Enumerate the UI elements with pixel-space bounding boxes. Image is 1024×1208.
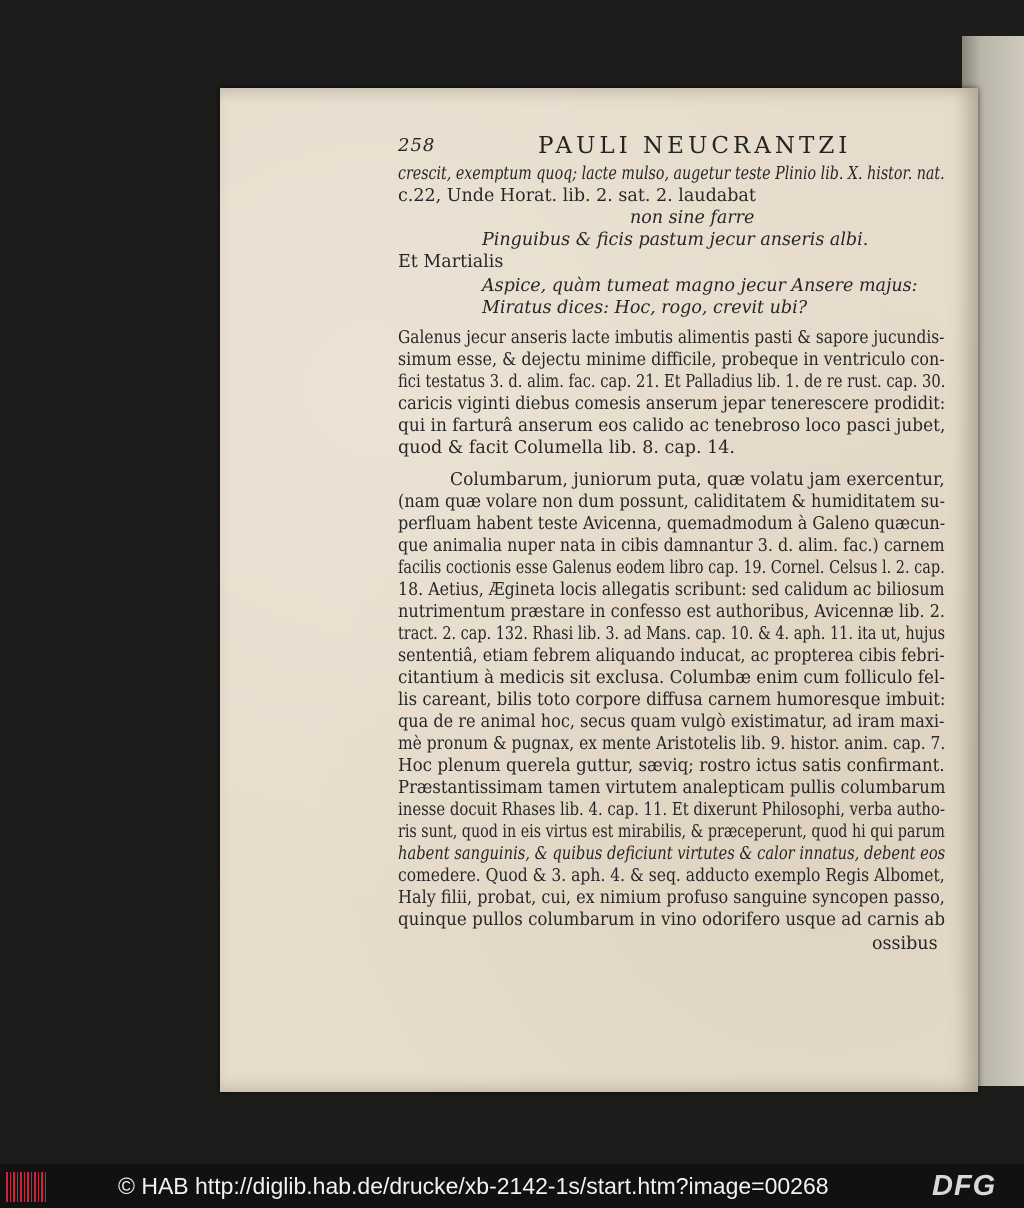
viewer-footer [0,1164,1024,1208]
text-line: Haly filii, probat, cui, ex nimium profuso sanguine syncopen passo, [398,888,945,908]
text-line: Hoc plenum querela guttur, sæviq; rostro ictus satis confirmant. [398,756,945,776]
text-line: qua de re animal hoc, secus quam vulgò existimatur, ad iram maxi- [398,712,945,732]
text-line: nutrimentum præstare in confesso est authoribus, Avicennæ lib. 2. [398,602,946,622]
text-line: (nam quæ volare non dum possunt, caliditatem & humiditatem su- [398,492,945,512]
hab-barcode-icon [6,1172,46,1202]
text-line: mè pronum & pugnax, ex mente Aristotelis lib. 9. histor. anim. cap. 7. [398,734,946,754]
page-header [398,133,918,163]
verse-line: Pinguibus & ficis pastum jecur anseris albi. [482,230,869,250]
text-line: ris sunt, quod in eis virtus est mirabilis, & præceperunt, quod hi qui parum [398,822,945,842]
verse-line: non sine farre [630,208,755,228]
text-line: quinque pullos columbarum in vino odorifero usque ad carnis ab [398,910,946,930]
text-line: habent sanguinis, & quibus deficiunt virtutes & calor innatus, debent eos [398,844,946,864]
verse-line: Aspice, quàm tumeat magno jecur Ansere majus: [482,276,918,296]
text-line: tract. 2. cap. 132. Rhasi lib. 3. ad Mans. cap. 10. & 4. aph. 11. ita ut, hujus [398,624,946,644]
catchword: ossibus [872,934,938,954]
text-line: citantium à medicis sit exclusa. Columbæ enim cum folliculo fel- [398,668,945,688]
text-line: simum esse, & dejectu minime difficile, probeque in ventriculo con- [398,350,945,370]
text-line: caricis viginti diebus comesis anserum jepar tenerescere prodidit: [398,394,946,414]
text-line: inesse docuit Rhases lib. 4. cap. 11. Et dixerunt Philosophi, verba autho- [398,800,945,820]
text-line: perfluam habent teste Avicenna, quemadmodum à Galeno quæcun- [398,514,946,534]
text-line: facilis coctionis esse Galenus eodem libro cap. 19. Cornel. Celsus l. 2. cap. [398,558,945,578]
text-line: fici testatus 3. d. alim. fac. cap. 21. Et Palladius lib. 1. de re rust. cap. 30. [398,372,946,392]
text-line: Præstantissimam tamen virtutem analepticam pullis columbarum [398,778,946,798]
text-line: que animalia nuper nata in cibis damnantur 3. d. alim. fac.) carnem [398,536,945,556]
text-line: Columbarum, juniorum puta, quæ volatu jam exercentur, [450,470,945,490]
text-line: crescit, exemptum quoq; lacte mulso, augetur teste Plinio lib. X. histor. nat. [398,164,945,184]
text-line: Et Martialis [398,252,504,272]
running-head: PAULI NEUCRANTZI [538,133,852,159]
text-line: comedere. Quod & 3. aph. 4. & seq. adducto exemplo Regis Albomet, [398,866,945,886]
text-line: Galenus jecur anseris lacte imbutis alimentis pasti & sapore jucundis- [398,328,945,348]
text-line: lis careant, bilis toto corpore diffusa carnem humoresque imbuit: [398,690,946,710]
page-number: 258 [398,135,436,156]
text-line: 18. Aetius, Ægineta locis allegatis scribunt: sed calidum ac biliosum [398,580,945,600]
text-line: quod & facit Columella lib. 8. cap. 14. [398,438,735,458]
text-line: qui in farturâ anserum eos calido ac tenebroso loco pasci jubet, [398,416,946,436]
text-line: sententiâ, etiam febrem aliquando inducat, ac propterea cibis febri- [398,646,945,666]
dfg-logo: DFG [932,1170,997,1202]
text-line: c.22, Unde Horat. lib. 2. sat. 2. laudabat [398,186,756,206]
verse-line: Miratus dices: Hoc, rogo, crevit ubi? [482,298,808,318]
copyright-link[interactable]: © HAB http://diglib.hab.de/drucke/xb-2142-1s/start.htm?image=00268 [118,1173,829,1199]
